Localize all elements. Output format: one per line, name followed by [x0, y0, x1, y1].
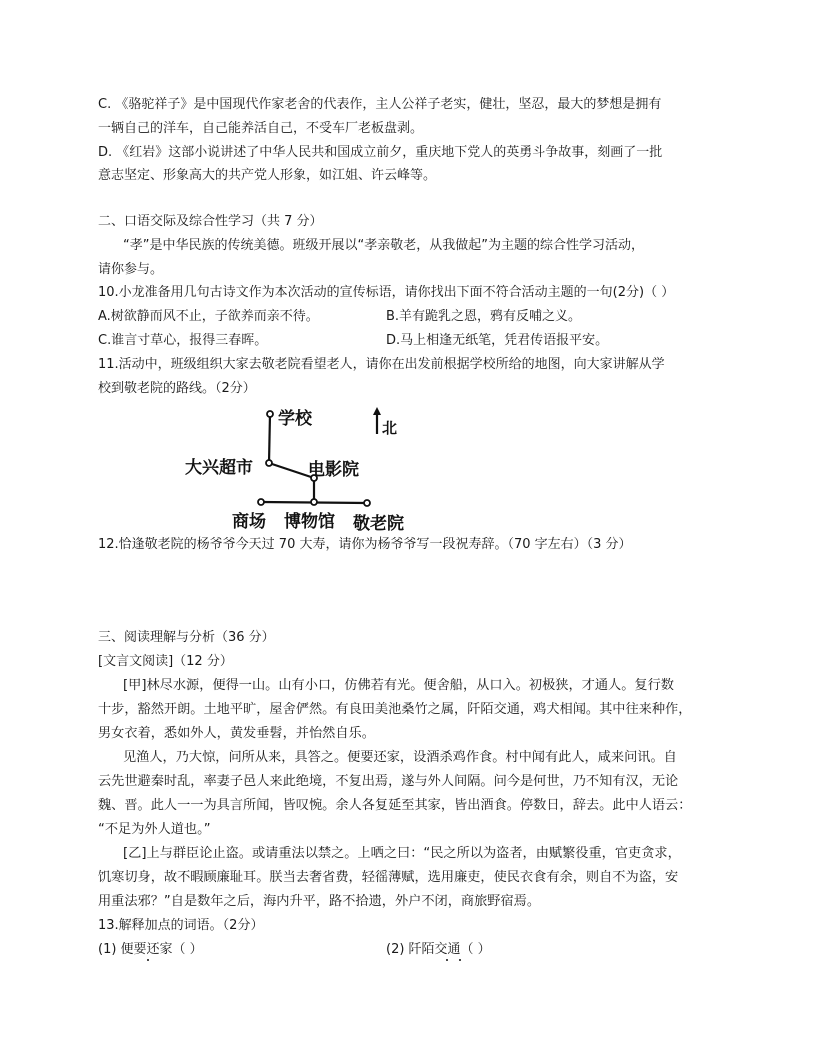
passage-jia-line: 男女衣着，悉如外人，黄发垂髫，并怡然自乐。	[98, 726, 375, 741]
option-d-line2: 意志坚定、形象高大的共产党人形象，如江姐、许云峰等。	[98, 168, 437, 183]
question-10-option-a: A.树欲静而风不止，子欲养而亲不待。	[98, 309, 319, 324]
emphasis-dot	[459, 959, 461, 961]
passage-yi-line: [乙]上与群臣论止盗。或请重法以禁之。上哂之曰：“民之所以为盗者，由赋繁役重，官吏贪求，	[123, 846, 681, 861]
passage-jia-line: [甲]林尽水源，便得一山。山有小口，仿佛若有光。便舍船，从口入。初极狭，才通人。复行数	[123, 678, 674, 693]
map-label-nursing-home: 敬老院	[353, 514, 404, 534]
map-label-north: 北	[382, 419, 398, 437]
map-label-supermarket: 大兴超市	[185, 458, 253, 478]
question-10-option-d: D.马上相逢无纸笔，凭君传语报平安。	[386, 333, 609, 348]
map-label-museum: 博物馆	[284, 512, 335, 532]
passage-jia2-line: “不足为外人道也。”	[98, 822, 211, 837]
section2-heading: 二、口语交际及综合性学习（共 7 分）	[98, 214, 323, 229]
classical-reading-heading: [文言文阅读]（12 分）	[98, 654, 233, 669]
question-13-item-2: (2) 阡陌交通（ ）	[386, 942, 491, 957]
passage-yi-line: 饥寒切身，故不暇顾廉耻耳。朕当去奢省费，轻徭薄赋，选用廉吏，使民衣食有余，则自不为盗，安	[98, 870, 679, 885]
option-c-line2: 一辆自己的洋车，自己能养活自己，不受车厂老板盘剥。	[98, 121, 424, 136]
passage-jia-line: 十步，豁然开朗。土地平旷，屋舍俨然。有良田美池桑竹之属，阡陌交通，鸡犬相闻。其中往来种作，	[98, 702, 692, 717]
question-11-line2: 校到敬老院的路线。（2分）	[98, 381, 256, 396]
map-label-mall: 商场	[232, 512, 266, 532]
emphasis-dot	[147, 959, 149, 961]
map-label-cinema: 电影院	[308, 460, 359, 480]
question-10-option-b: B.羊有跪乳之恩，鸦有反哺之义。	[386, 309, 582, 324]
passage-jia2-line: 见渔人，乃大惊，问所从来，具答之。便要还家，设酒杀鸡作食。村中闻有此人，咸来问讯。自	[123, 750, 677, 765]
section2-intro-line1: “孝”是中华民族的传统美德。班级开展以“孝亲敬老，从我做起”为主题的综合性学习活动，	[123, 238, 644, 253]
question-11-line1: 11.活动中，班级组织大家去敬老院看望老人，请你在出发前根据学校所给的地图，向大家讲解从学	[98, 357, 665, 372]
map-label-school: 学校	[278, 409, 312, 429]
question-10: 10.小龙准备用几句古诗文作为本次活动的宣传标语，请你找出下面不符合活动主题的一句(2分)（ ）	[98, 285, 675, 300]
question-10-option-c: C.谁言寸草心，报得三春晖。	[98, 333, 268, 348]
route-map	[183, 403, 413, 534]
option-c-line1: C. 《骆驼祥子》是中国现代作家老舍的代表作，主人公祥子老实，健壮，坚忍，最大的梦想是拥有	[98, 97, 662, 112]
section3-heading: 三、阅读理解与分析（36 分）	[98, 630, 275, 645]
question-12: 12.恰逢敬老院的杨爷爷今天过 70 大寿，请你为杨爷爷写一段祝寿辞。（70 字左右）（3 分）	[98, 537, 632, 552]
emphasis-dot	[446, 959, 448, 961]
question-13-item-1: (1) 便要还家（ ）	[98, 942, 203, 957]
passage-yi-line: 用重法邪？”自是数年之后，海内升平，路不拾遗，外户不闭，商旅野宿焉。	[98, 894, 541, 909]
passage-jia2-line: 魏、晋。此人一一为具言所闻，皆叹惋。余人各复延至其家，皆出酒食。停数日，辞去。此中人语云：	[98, 798, 692, 813]
passage-jia2-line: 云先世避秦时乱，率妻子邑人来此绝境，不复出焉，遂与外人间隔。问今是何世，乃不知有汉，无论	[98, 774, 679, 789]
section2-intro-line2: 请你参与。	[98, 262, 164, 277]
question-13: 13.解释加点的词语。（2分）	[98, 918, 264, 933]
option-d-line1: D. 《红岩》这部小说讲述了中华人民共和国成立前夕，重庆地下党人的英勇斗争故事，刻画了一批	[98, 145, 663, 160]
